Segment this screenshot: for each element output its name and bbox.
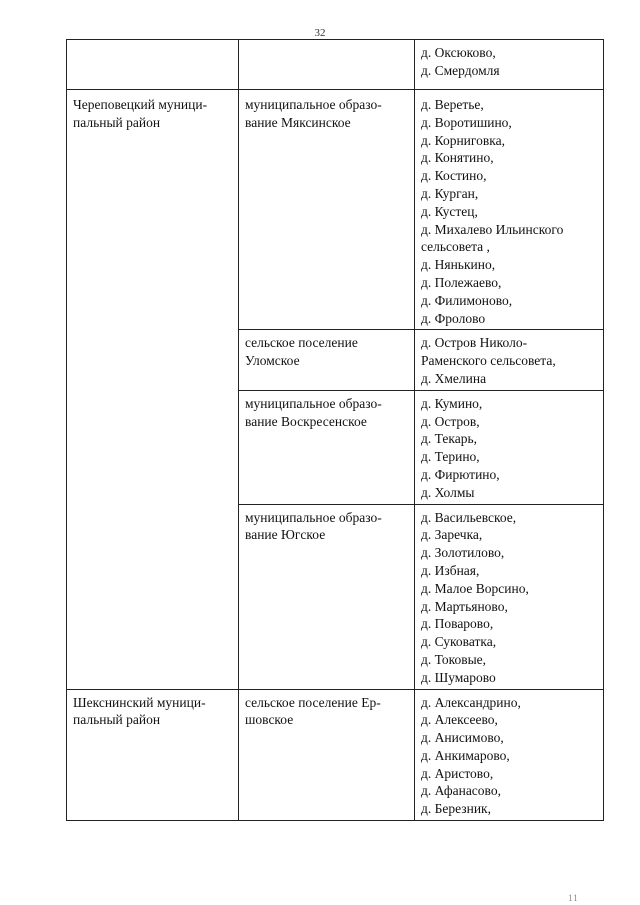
- village-entry: д. Анкимарово,: [421, 747, 510, 763]
- district-cell: [67, 40, 239, 90]
- district-name: пальный район: [73, 114, 161, 130]
- district-name: Череповецкий муници-: [73, 97, 208, 112]
- village-entry: д. Фирютино,: [421, 466, 500, 482]
- table-row: [67, 40, 604, 90]
- village-entry: д. Михалево Ильинского: [421, 221, 564, 237]
- village-entry: д. Золотилово,: [421, 545, 505, 561]
- settlement-name: вание Югское: [245, 527, 326, 543]
- village-entry: д. Холмы: [421, 484, 475, 500]
- village-entry: д. Избная,: [421, 562, 480, 578]
- settlements-table: [66, 39, 604, 821]
- village-entry: д. Заречка,: [421, 527, 483, 543]
- district-name: пальный район: [73, 712, 161, 728]
- village-entry: д. Терино,: [421, 449, 480, 465]
- village-entry: д. Оксюково,: [421, 45, 496, 60]
- table-row: [67, 90, 604, 330]
- village-entry: д. Нянькино,: [421, 257, 496, 273]
- table-row: [67, 689, 604, 821]
- village-entry: д. Афанасово,: [421, 783, 501, 799]
- villages-cell: [415, 390, 604, 504]
- district-name: Шекснинский муници-: [73, 694, 206, 710]
- village-entry: д. Конятино,: [421, 150, 494, 166]
- village-entry: д. Костино,: [421, 168, 487, 184]
- settlement-name: Уломское: [245, 353, 300, 369]
- village-entry: д. Остров Николо-: [421, 335, 528, 351]
- village-entry: д. Текарь,: [421, 431, 477, 447]
- village-entry: д. Кумино,: [421, 395, 483, 411]
- district-cell: [67, 90, 239, 690]
- settlement-name: вание Воскресенское: [245, 413, 367, 429]
- settlement-cell: [239, 390, 415, 504]
- settlement-name: муниципальное образо-: [245, 395, 382, 411]
- villages-cell: [415, 689, 604, 821]
- settlement-cell: [239, 330, 415, 390]
- settlement-cell: [239, 40, 415, 90]
- settlement-name: сельское поселение: [245, 335, 358, 351]
- corner-mark: 11: [568, 893, 579, 903]
- settlement-name: вание Мяксинское: [245, 114, 351, 130]
- village-entry: д. Суковатка,: [421, 634, 497, 650]
- settlement-cell: [239, 689, 415, 821]
- village-entry: д. Александрино,: [421, 694, 521, 710]
- villages-cell: [415, 40, 604, 90]
- village-entry: д. Алексеево,: [421, 712, 498, 728]
- district-cell: [67, 689, 239, 821]
- village-entry: Раменского сельсовета,: [421, 353, 556, 369]
- village-entry: д. Веретье,: [421, 97, 484, 112]
- settlement-name: сельское поселение Ер-: [245, 694, 381, 710]
- settlement-cell: [239, 90, 415, 330]
- village-entry: сельсовета ,: [421, 239, 490, 255]
- village-entry: д. Остров,: [421, 413, 480, 429]
- settlement-name: шовское: [245, 712, 294, 728]
- village-entry: д. Васильевское,: [421, 509, 517, 525]
- village-entry: д. Полежаево,: [421, 274, 502, 290]
- village-entry: д. Анисимово,: [421, 730, 504, 746]
- village-entry: д. Хмелина: [421, 370, 487, 386]
- village-entry: д. Березник,: [421, 801, 491, 817]
- village-entry: д. Токовые,: [421, 651, 487, 667]
- villages-cell: [415, 330, 604, 390]
- village-entry: д. Поварово,: [421, 616, 494, 632]
- village-entry: д. Малое Ворсино,: [421, 580, 529, 596]
- villages-cell: [415, 90, 604, 330]
- village-entry: д. Фролово: [421, 310, 486, 326]
- page-number: 32: [314, 27, 326, 39]
- villages-cell: [415, 504, 604, 689]
- village-entry: д. Кустец,: [421, 203, 478, 219]
- settlement-cell: [239, 504, 415, 689]
- settlement-name: муниципальное образо-: [245, 97, 382, 112]
- village-entry: д. Курган,: [421, 185, 479, 201]
- village-entry: д. Корниговка,: [421, 132, 505, 148]
- village-entry: д. Смердомля: [421, 62, 500, 78]
- village-entry: д. Аристово,: [421, 765, 494, 781]
- village-entry: д. Воротишино,: [421, 114, 512, 130]
- village-entry: д. Мартьяново,: [421, 598, 508, 614]
- village-entry: д. Шумарово: [421, 669, 496, 685]
- village-entry: д. Филимоново,: [421, 292, 513, 308]
- settlement-name: муниципальное образо-: [245, 509, 382, 525]
